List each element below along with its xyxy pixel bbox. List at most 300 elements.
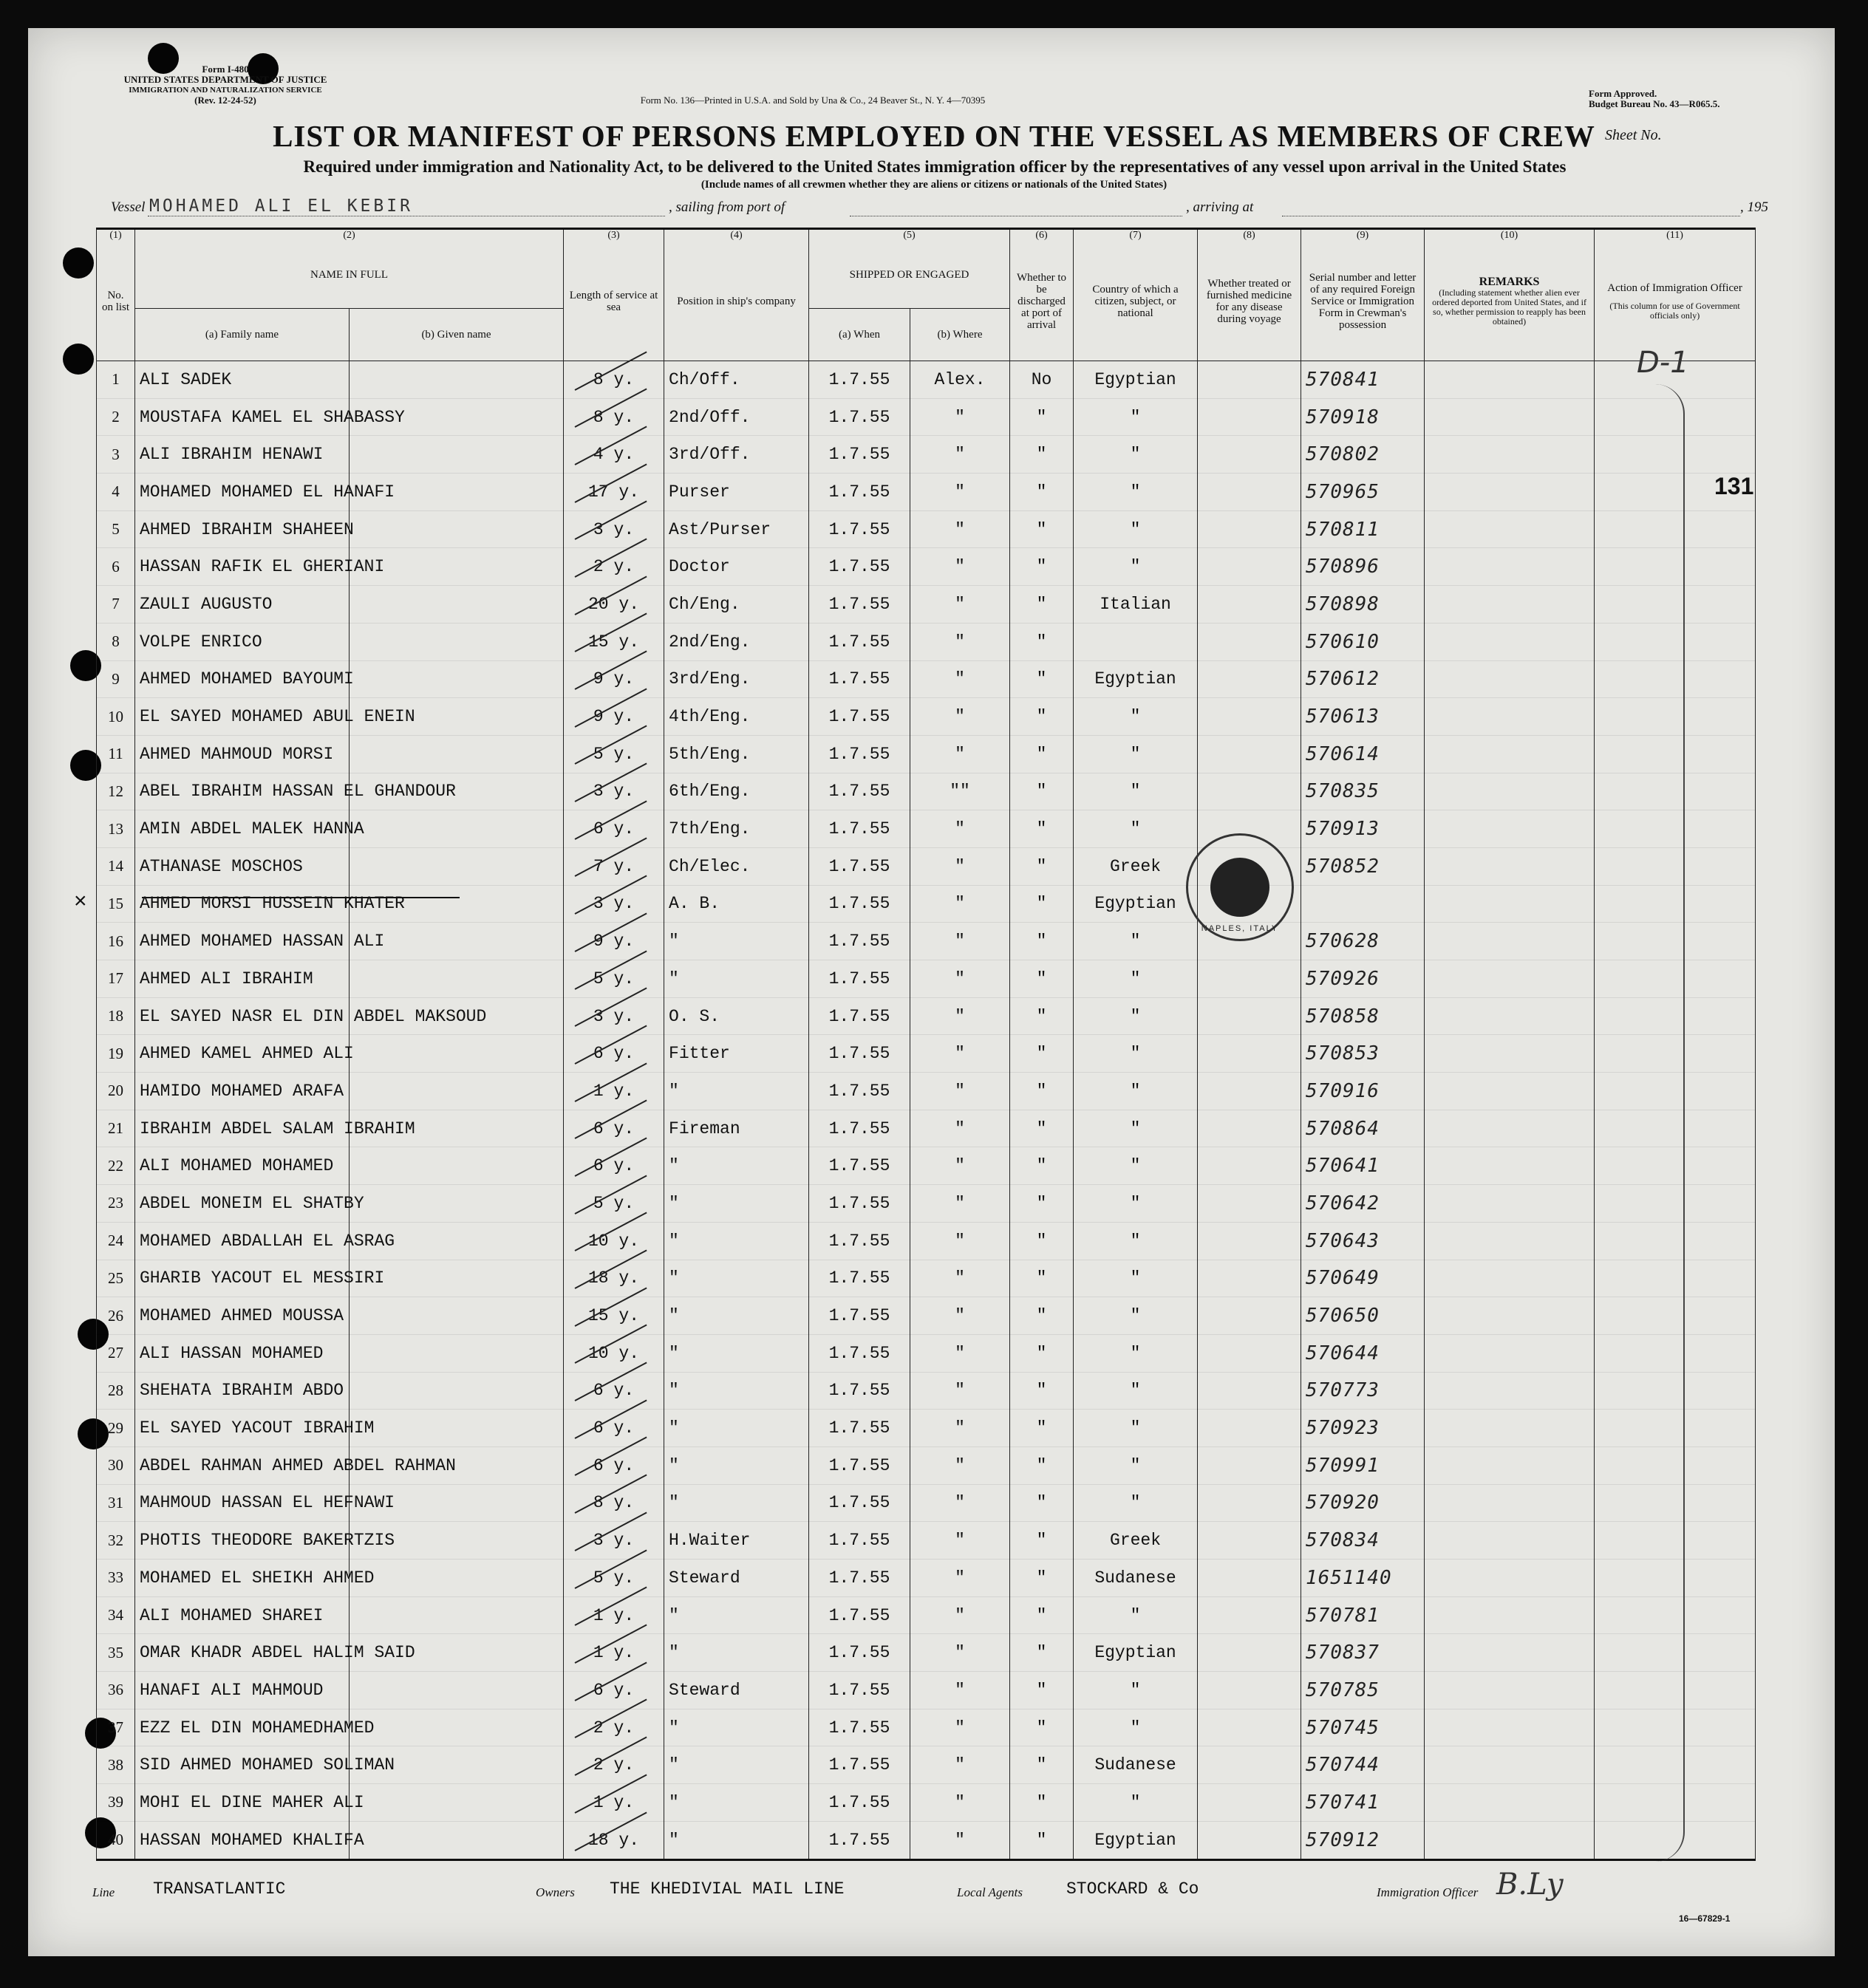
owners-value: THE KHEDIVIAL MAIL LINE xyxy=(610,1879,845,1899)
family-name-cell: EZZ EL DIN MOHAMEDHAMED xyxy=(135,1709,350,1746)
table-row xyxy=(97,548,1756,586)
given-name-cell xyxy=(350,960,564,998)
given-name-cell xyxy=(350,1672,564,1709)
family-name-cell: SID AHMED MOHAMED SOLIMAN xyxy=(135,1746,350,1784)
treated-cell xyxy=(1198,474,1301,511)
row-number-cell: 29 xyxy=(97,1410,135,1447)
family-name-cell: ALI SADEK xyxy=(135,361,350,399)
shipped-when-cell: 1.7.55 xyxy=(809,1522,910,1560)
serial-number-cell: 570913 xyxy=(1301,810,1425,848)
discharged-cell: " xyxy=(1010,1784,1074,1822)
crew-manifest-table xyxy=(96,228,1756,1861)
country-cell: " xyxy=(1074,398,1198,436)
country-cell: " xyxy=(1074,1110,1198,1147)
shipped-where-cell: " xyxy=(910,1821,1010,1859)
action-mark: D-1 xyxy=(1637,346,1689,380)
position-cell: " xyxy=(664,1222,809,1260)
agency-line: UNITED STATES DEPARTMENT OF JUSTICE xyxy=(123,74,327,85)
serial-number-cell: 570613 xyxy=(1301,698,1425,736)
remarks-cell xyxy=(1425,510,1595,548)
row-number-cell: 23 xyxy=(97,1185,135,1223)
remarks-cell xyxy=(1425,1746,1595,1784)
length-of-service-cell: 5 y. xyxy=(564,1185,664,1223)
discharged-cell: " xyxy=(1010,548,1074,586)
country-cell: " xyxy=(1074,810,1198,848)
length-of-service-cell: 7 y. xyxy=(564,847,664,885)
shipped-when-cell: 1.7.55 xyxy=(809,1446,910,1484)
treated-cell xyxy=(1198,398,1301,436)
shipped-where-cell: " xyxy=(910,510,1010,548)
shipped-when-cell: 1.7.55 xyxy=(809,548,910,586)
remarks-cell xyxy=(1425,1035,1595,1073)
year-label: , 195 xyxy=(1740,199,1768,215)
shipped-where-cell: " xyxy=(910,1073,1010,1110)
remarks-cell xyxy=(1425,1672,1595,1709)
family-name-cell: AHMED KAMEL AHMED ALI xyxy=(135,1035,350,1073)
shipped-where-cell: " xyxy=(910,885,1010,923)
table-row xyxy=(97,810,1756,848)
shipped-where-cell: " xyxy=(910,1560,1010,1597)
given-name-cell xyxy=(350,586,564,624)
shipped-where-cell: "" xyxy=(910,773,1010,810)
given-name-cell xyxy=(350,1784,564,1822)
serial-number-cell: 1651140 xyxy=(1301,1560,1425,1597)
family-name-cell: EL SAYED YACOUT IBRAHIM xyxy=(135,1410,350,1447)
table-row xyxy=(97,1410,1756,1447)
serial-number-cell: 570614 xyxy=(1301,735,1425,773)
shipped-where-cell: " xyxy=(910,1784,1010,1822)
family-name-cell: AHMED MORSI HUSSEIN KHATER xyxy=(135,885,350,923)
country-cell: " xyxy=(1074,1484,1198,1522)
length-of-service-cell: 4 y. xyxy=(564,436,664,474)
vessel-label: Vessel xyxy=(111,199,146,215)
approval-block xyxy=(1589,89,1773,109)
shipped-when-cell: 1.7.55 xyxy=(809,1784,910,1822)
given-name-cell xyxy=(350,510,564,548)
serial-number-cell: 570811 xyxy=(1301,510,1425,548)
serial-number-cell: 570642 xyxy=(1301,1185,1425,1223)
remarks-cell xyxy=(1425,1297,1595,1335)
crew-rows xyxy=(97,361,1756,1860)
remarks-cell xyxy=(1425,1334,1595,1372)
shipped-where-cell: " xyxy=(910,1185,1010,1223)
family-name-cell: ABDEL MONEIM EL SHATBY xyxy=(135,1185,350,1223)
shipped-where-cell: " xyxy=(910,1260,1010,1297)
shipped-where-cell: " xyxy=(910,1222,1010,1260)
serial-number-cell: 570837 xyxy=(1301,1634,1425,1672)
family-name-cell: AHMED ALI IBRAHIM xyxy=(135,960,350,998)
table-row xyxy=(97,510,1756,548)
length-of-service-cell: 9 y. xyxy=(564,923,664,960)
column-number: (7) xyxy=(1074,229,1198,242)
country-cell: " xyxy=(1074,1073,1198,1110)
treated-cell xyxy=(1198,510,1301,548)
shipped-where-cell: " xyxy=(910,1484,1010,1522)
table-row xyxy=(97,735,1756,773)
row-number-cell: 25 xyxy=(97,1260,135,1297)
serial-number-cell: 570965 xyxy=(1301,474,1425,511)
table-row xyxy=(97,1035,1756,1073)
shipped-when-cell: 1.7.55 xyxy=(809,847,910,885)
position-cell: 3rd/Off. xyxy=(664,436,809,474)
position-cell: " xyxy=(664,1446,809,1484)
country-cell: " xyxy=(1074,698,1198,736)
shipped-where-cell: " xyxy=(910,586,1010,624)
given-name-cell xyxy=(350,623,564,660)
family-name-cell: SHEHATA IBRAHIM ABDO xyxy=(135,1372,350,1410)
length-of-service-cell: 1 y. xyxy=(564,1634,664,1672)
serial-number-cell: 570628 xyxy=(1301,923,1425,960)
shipped-where-cell: " xyxy=(910,1334,1010,1372)
row-number-cell: 17 xyxy=(97,960,135,998)
shipped-when-cell: 1.7.55 xyxy=(809,510,910,548)
treated-cell xyxy=(1198,1784,1301,1822)
country-cell: " xyxy=(1074,1185,1198,1223)
table-row xyxy=(97,923,1756,960)
country-cell: " xyxy=(1074,1260,1198,1297)
position-cell: Steward xyxy=(664,1672,809,1709)
serial-number-cell: 570649 xyxy=(1301,1260,1425,1297)
length-of-service-cell: 8 y. xyxy=(564,1484,664,1522)
treated-cell xyxy=(1198,1746,1301,1784)
family-name-cell: MOHAMED AHMED MOUSSA xyxy=(135,1297,350,1335)
agency-service: IMMIGRATION AND NATURALIZATION SERVICE xyxy=(129,86,322,95)
serial-number-cell: 570610 xyxy=(1301,623,1425,660)
shipped-where-cell: " xyxy=(910,1035,1010,1073)
shipped-where-cell: " xyxy=(910,398,1010,436)
column-number: (11) xyxy=(1595,229,1756,242)
position-cell: " xyxy=(664,1784,809,1822)
arriving-label: , arriving at xyxy=(1186,199,1254,215)
shipped-when-cell: 1.7.55 xyxy=(809,810,910,848)
shipped-where-cell: " xyxy=(910,1522,1010,1560)
shipped-where-cell: " xyxy=(910,1297,1010,1335)
length-of-service-cell: 8 y. xyxy=(564,398,664,436)
remarks-cell xyxy=(1425,586,1595,624)
treated-cell xyxy=(1198,586,1301,624)
remarks-cell xyxy=(1425,660,1595,698)
agents-label: Local Agents xyxy=(957,1885,1023,1899)
line-value: TRANSATLANTIC xyxy=(153,1879,286,1899)
column-number: (10) xyxy=(1425,229,1595,242)
line-label: Line xyxy=(92,1885,115,1899)
shipped-when-cell: 1.7.55 xyxy=(809,923,910,960)
given-name-cell xyxy=(350,1410,564,1447)
position-cell: Ch/Eng. xyxy=(664,586,809,624)
row-number-cell: 24 xyxy=(97,1222,135,1260)
given-name-cell xyxy=(350,847,564,885)
row-number-cell: 14 xyxy=(97,847,135,885)
column-number: (1) xyxy=(97,229,135,242)
shipped-when-cell: 1.7.55 xyxy=(809,885,910,923)
table-row xyxy=(97,1073,1756,1110)
serial-number-cell: 570781 xyxy=(1301,1596,1425,1634)
discharged-cell: " xyxy=(1010,847,1074,885)
discharged-cell: " xyxy=(1010,773,1074,810)
length-of-service-cell: 6 y. xyxy=(564,1672,664,1709)
remarks-cell xyxy=(1425,923,1595,960)
length-of-service-cell: 20 y. xyxy=(564,586,664,624)
position-cell: 6th/Eng. xyxy=(664,773,809,810)
length-of-service-cell: 5 y. xyxy=(564,735,664,773)
country-cell: Egyptian xyxy=(1074,660,1198,698)
discharged-cell: " xyxy=(1010,1446,1074,1484)
length-of-service-cell: 6 y. xyxy=(564,1110,664,1147)
discharged-cell: " xyxy=(1010,1110,1074,1147)
length-of-service-cell: 8 y. xyxy=(564,361,664,399)
table-row xyxy=(97,361,1756,399)
discharged-cell: " xyxy=(1010,885,1074,923)
row-number-cell: 5 xyxy=(97,510,135,548)
country-cell: Egyptian xyxy=(1074,1821,1198,1859)
remarks-cell xyxy=(1425,1073,1595,1110)
serial-number-cell: 570918 xyxy=(1301,398,1425,436)
country-cell: Sudanese xyxy=(1074,1746,1198,1784)
table-row xyxy=(97,1634,1756,1672)
given-name-cell xyxy=(350,1821,564,1859)
treated-cell xyxy=(1198,960,1301,998)
serial-number-cell: 570864 xyxy=(1301,1110,1425,1147)
shipped-when-cell: 1.7.55 xyxy=(809,1672,910,1709)
punch-hole xyxy=(63,344,94,375)
budget-bureau: Budget Bureau No. 43—R065.5. xyxy=(1589,98,1720,109)
country-cell: " xyxy=(1074,1334,1198,1372)
serial-number-cell: 570650 xyxy=(1301,1297,1425,1335)
table-row xyxy=(97,885,1756,923)
length-of-service-cell: 18 y. xyxy=(564,1821,664,1859)
country-cell: " xyxy=(1074,923,1198,960)
shipped-where-cell: " xyxy=(910,436,1010,474)
country-cell: " xyxy=(1074,997,1198,1035)
row-number-cell: 38 xyxy=(97,1746,135,1784)
row-number-cell: 33 xyxy=(97,1560,135,1597)
given-name-cell xyxy=(350,735,564,773)
position-cell: Doctor xyxy=(664,548,809,586)
remarks-cell xyxy=(1425,997,1595,1035)
given-name-cell xyxy=(350,660,564,698)
shipped-where-cell: " xyxy=(910,810,1010,848)
table-row xyxy=(97,1560,1756,1597)
serial-number-cell: 570841 xyxy=(1301,361,1425,399)
column-number-row xyxy=(97,229,1756,242)
shipped-where-cell: " xyxy=(910,1110,1010,1147)
length-of-service-cell: 2 y. xyxy=(564,1709,664,1746)
row-number-cell: 26 xyxy=(97,1297,135,1335)
treated-cell xyxy=(1198,735,1301,773)
discharged-cell: " xyxy=(1010,997,1074,1035)
shipped-where-cell: " xyxy=(910,1709,1010,1746)
row-number-cell: 36 xyxy=(97,1672,135,1709)
family-name-cell: AHMED MAHMOUD MORSI xyxy=(135,735,350,773)
column-number: (8) xyxy=(1198,229,1301,242)
table-row xyxy=(97,1784,1756,1822)
position-cell: " xyxy=(664,1073,809,1110)
sheet-number-label: Sheet No. xyxy=(1605,127,1662,143)
header-action xyxy=(1595,242,1756,361)
length-of-service-cell: 6 y. xyxy=(564,1372,664,1410)
family-name-cell: ABDEL RAHMAN AHMED ABDEL RAHMAN xyxy=(135,1446,350,1484)
given-name-cell xyxy=(350,1073,564,1110)
country-cell: " xyxy=(1074,1672,1198,1709)
agents-value: STOCKARD & Co xyxy=(1066,1879,1199,1899)
length-of-service-cell: 5 y. xyxy=(564,1560,664,1597)
revision-date: (Rev. 12-24-52) xyxy=(194,95,256,106)
remarks-cell xyxy=(1425,885,1595,923)
discharged-cell: " xyxy=(1010,398,1074,436)
serial-number-cell: 570773 xyxy=(1301,1372,1425,1410)
serial-number-cell xyxy=(1301,885,1425,923)
position-cell: A. B. xyxy=(664,885,809,923)
shipped-when-cell: 1.7.55 xyxy=(809,960,910,998)
shipped-where-cell: " xyxy=(910,698,1010,736)
action-title: Action of Immigration Officer xyxy=(1607,281,1742,294)
position-cell: " xyxy=(664,1147,809,1185)
shipped-when-cell: 1.7.55 xyxy=(809,1560,910,1597)
remarks-cell xyxy=(1425,1147,1595,1185)
shipped-when-cell: 1.7.55 xyxy=(809,660,910,698)
length-of-service-cell: 2 y. xyxy=(564,1746,664,1784)
column-header-row xyxy=(97,242,1756,309)
shipped-when-cell: 1.7.55 xyxy=(809,436,910,474)
treated-cell xyxy=(1198,1260,1301,1297)
position-cell: " xyxy=(664,1297,809,1335)
row-number-cell: 21 xyxy=(97,1110,135,1147)
remarks-cell xyxy=(1425,1522,1595,1560)
family-name-cell: HASSAN MOHAMED KHALIFA xyxy=(135,1821,350,1859)
row-number-cell: 7 xyxy=(97,586,135,624)
country-cell: " xyxy=(1074,1596,1198,1634)
family-name-cell: ATHANASE MOSCHOS xyxy=(135,847,350,885)
given-name-cell xyxy=(350,1709,564,1746)
discharged-cell: " xyxy=(1010,1596,1074,1634)
shipped-when-cell: 1.7.55 xyxy=(809,1147,910,1185)
serial-number-cell: 570835 xyxy=(1301,773,1425,810)
discharged-cell: " xyxy=(1010,960,1074,998)
country-cell: Sudanese xyxy=(1074,1560,1198,1597)
shipped-when-cell: 1.7.55 xyxy=(809,1372,910,1410)
serial-number-cell: 570641 xyxy=(1301,1147,1425,1185)
length-of-service-cell: 17 y. xyxy=(564,474,664,511)
header-name-in-full: NAME IN FULL xyxy=(135,242,564,309)
header-treated: Whether treated or furnished medicine for any disease during voyage xyxy=(1198,242,1301,361)
table-row xyxy=(97,436,1756,474)
shipped-where-cell: " xyxy=(910,923,1010,960)
remarks-cell xyxy=(1425,1185,1595,1223)
country-cell: " xyxy=(1074,1784,1198,1822)
discharged-cell: " xyxy=(1010,1334,1074,1372)
country-cell: " xyxy=(1074,960,1198,998)
discharged-cell: " xyxy=(1010,436,1074,474)
treated-cell xyxy=(1198,1334,1301,1372)
treated-cell xyxy=(1198,436,1301,474)
length-of-service-cell: 6 y. xyxy=(564,810,664,848)
strikethrough-line xyxy=(142,897,460,898)
length-of-service-cell: 10 y. xyxy=(564,1334,664,1372)
country-cell: " xyxy=(1074,1222,1198,1260)
treated-cell xyxy=(1198,1634,1301,1672)
discharged-cell: " xyxy=(1010,1147,1074,1185)
treated-cell xyxy=(1198,1522,1301,1560)
length-of-service-cell: 15 y. xyxy=(564,1297,664,1335)
country-cell: " xyxy=(1074,1709,1198,1746)
family-name-cell: AMIN ABDEL MALEK HANNA xyxy=(135,810,350,848)
discharged-cell: " xyxy=(1010,660,1074,698)
discharged-cell: " xyxy=(1010,1372,1074,1410)
treated-cell xyxy=(1198,1110,1301,1147)
family-name-cell: EL SAYED NASR EL DIN ABDEL MAKSOUD xyxy=(135,997,350,1035)
country-cell: " xyxy=(1074,1035,1198,1073)
family-name-cell: AHMED IBRAHIM SHAHEEN xyxy=(135,510,350,548)
position-cell: 4th/Eng. xyxy=(664,698,809,736)
table-row xyxy=(97,623,1756,660)
shipped-where-cell: " xyxy=(910,960,1010,998)
treated-cell xyxy=(1198,1446,1301,1484)
table-row xyxy=(97,660,1756,698)
column-number: (4) xyxy=(664,229,809,242)
header-length: Length of service at sea xyxy=(564,242,664,361)
header-position: Position in ship's company xyxy=(664,242,809,361)
discharged-cell: " xyxy=(1010,1073,1074,1110)
shipped-when-cell: 1.7.55 xyxy=(809,1297,910,1335)
remarks-cell xyxy=(1425,623,1595,660)
table-row xyxy=(97,1821,1756,1859)
shipped-when-cell: 1.7.55 xyxy=(809,1035,910,1073)
table-row xyxy=(97,1222,1756,1260)
position-cell: Steward xyxy=(664,1560,809,1597)
discharged-cell: " xyxy=(1010,1297,1074,1335)
column-number: (2) xyxy=(135,229,564,242)
shipped-when-cell: 1.7.55 xyxy=(809,1709,910,1746)
remarks-cell xyxy=(1425,1784,1595,1822)
discharged-cell: " xyxy=(1010,1709,1074,1746)
serial-number-cell: 570643 xyxy=(1301,1222,1425,1260)
shipped-when-cell: 1.7.55 xyxy=(809,1073,910,1110)
family-name-cell: ALI MOHAMED SHAREI xyxy=(135,1596,350,1634)
family-name-cell: OMAR KHADR ABDEL HALIM SAID xyxy=(135,1634,350,1672)
country-cell: " xyxy=(1074,773,1198,810)
position-cell: H.Waiter xyxy=(664,1522,809,1560)
table-row xyxy=(97,773,1756,810)
shipped-when-cell: 1.7.55 xyxy=(809,1746,910,1784)
serial-number-cell: 570741 xyxy=(1301,1784,1425,1822)
discharged-cell: " xyxy=(1010,623,1074,660)
page-subnote: (Include names of all crewmen whether they are aliens or citizens or nationals of the United States) xyxy=(700,179,1168,191)
shipped-when-cell: 1.7.55 xyxy=(809,997,910,1035)
header-serial: Serial number and letter of any required Foreign Service or Immigration Form in Crewman's possession xyxy=(1301,242,1425,361)
shipped-when-cell: 1.7.55 xyxy=(809,474,910,511)
row-number-cell: 37 xyxy=(97,1709,135,1746)
length-of-service-cell: 9 y. xyxy=(564,660,664,698)
discharged-cell: " xyxy=(1010,1185,1074,1223)
length-of-service-cell: 9 y. xyxy=(564,698,664,736)
shipped-where-cell: " xyxy=(910,623,1010,660)
discharged-cell: " xyxy=(1010,510,1074,548)
discharged-cell: " xyxy=(1010,1672,1074,1709)
eagle-emblem-icon xyxy=(1210,858,1269,917)
family-name-cell: ALI MOHAMED MOHAMED xyxy=(135,1147,350,1185)
discharged-cell: " xyxy=(1010,698,1074,736)
serial-number-cell: 570916 xyxy=(1301,1073,1425,1110)
discharged-cell: " xyxy=(1010,735,1074,773)
remarks-cell xyxy=(1425,1560,1595,1597)
row-number-cell: 2 xyxy=(97,398,135,436)
row-number-cell: 34 xyxy=(97,1596,135,1634)
remarks-cell xyxy=(1425,847,1595,885)
treated-cell xyxy=(1198,773,1301,810)
position-cell: 2nd/Eng. xyxy=(664,623,809,660)
length-of-service-cell: 6 y. xyxy=(564,1446,664,1484)
treated-cell xyxy=(1198,1672,1301,1709)
